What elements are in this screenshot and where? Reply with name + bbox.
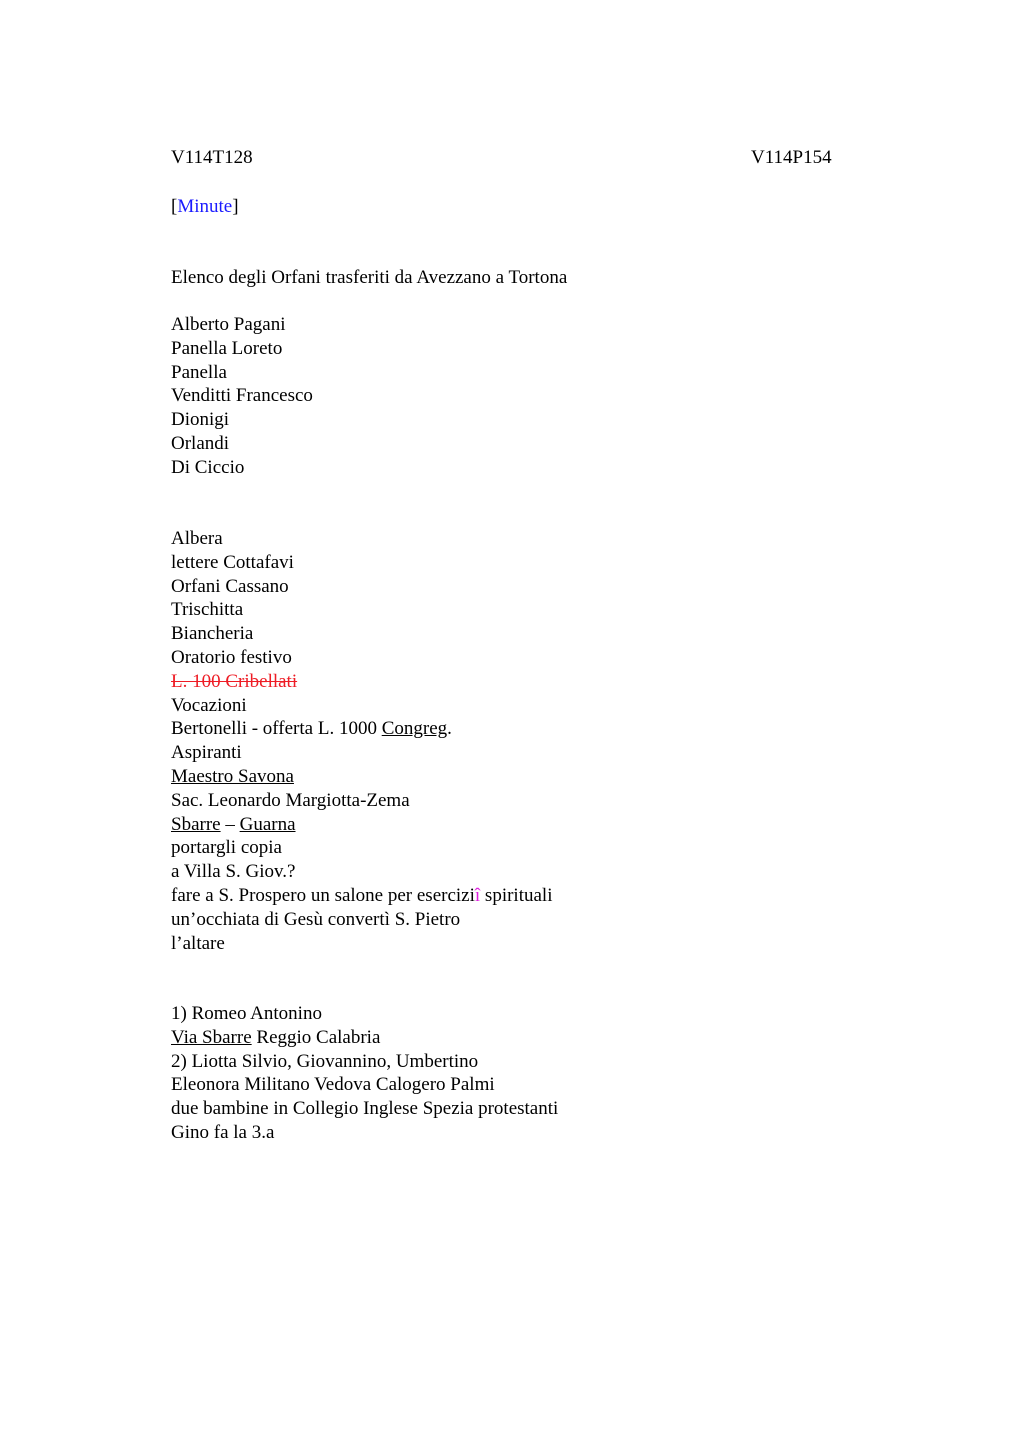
note-guarna: Guarna	[239, 813, 296, 835]
note-aspiranti: Aspiranti	[171, 742, 242, 764]
note-orfani-cassano: Orfani Cassano	[171, 575, 289, 597]
list-item: Venditti Francesco	[171, 385, 313, 407]
note-maestro-savona: Maestro Savona	[171, 765, 294, 787]
note-bertonelli	[171, 717, 552, 741]
note-trischitta: Trischitta	[171, 599, 244, 621]
list-item: Panella Loreto	[171, 337, 283, 359]
address-via-sbarre	[171, 1026, 558, 1050]
address-eleonora: Eleonora Militano Vedova Calogero Palmi	[171, 1074, 495, 1096]
list-item: Di Ciccio	[171, 456, 245, 478]
list-item: Panella	[171, 361, 227, 383]
note-altare: l’altare	[171, 932, 225, 954]
note-oratorio: Oratorio festivo	[171, 646, 292, 668]
note-bertonelli-text: Bertonelli - offerta L. 1000	[171, 718, 382, 740]
note-albera: Albera	[171, 528, 223, 549]
note-fare-text: fare a S. Prospero un salone per esercizi	[171, 884, 475, 906]
note-fare-circumflex: î	[474, 884, 481, 906]
address-liotta: 2) Liotta Silvio, Giovannino, Umbertino	[171, 1050, 479, 1072]
note-fare-text-end: spirituali	[480, 884, 553, 906]
document-title: Elenco degli Orfani trasferiti da Avezzano a Tortona	[171, 267, 568, 288]
list-item: Dionigi	[171, 409, 230, 431]
note-sbarre-guarna	[171, 813, 552, 837]
bracket-close: ]	[232, 196, 239, 217]
notes-list	[171, 527, 552, 955]
list-item: Alberto Pagani	[171, 314, 286, 335]
document-code-left: V114T128	[171, 147, 253, 168]
note-bertonelli-period: .	[447, 718, 452, 740]
address-list	[171, 1002, 558, 1145]
note-biancheria: Biancheria	[171, 623, 254, 645]
minute-link[interactable]: Minute	[177, 196, 233, 217]
minute-tag	[171, 195, 239, 219]
orphan-list	[171, 313, 313, 480]
note-vocazioni: Vocazioni	[171, 694, 247, 716]
note-lettere: lettere Cottafavi	[171, 551, 294, 573]
note-fare-salone	[171, 884, 552, 908]
document-code-right: V114P154	[751, 147, 832, 168]
note-cribellati-struck: L. 100 Cribellati	[171, 670, 298, 692]
address-bambine: due bambine in Collegio Inglese Spezia protestanti	[171, 1098, 559, 1120]
note-sbarre: Sbarre	[171, 813, 221, 835]
note-portargli: portargli copia	[171, 837, 282, 859]
address-romeo: 1) Romeo Antonino	[171, 1003, 322, 1024]
note-villa: a Villa S. Giov.?	[171, 861, 296, 883]
note-congreg-underlined: Congreg	[381, 718, 448, 740]
address-gino: Gino fa la 3.a	[171, 1121, 275, 1143]
note-occhiata: un’occhiata di Gesù convertì S. Pietro	[171, 908, 461, 930]
address-via-underlined: Via Sbarre	[171, 1026, 252, 1048]
bracket-open: [	[171, 196, 178, 217]
note-sac-margiotta: Sac. Leonardo Margiotta-Zema	[171, 789, 410, 811]
note-dash: –	[220, 813, 240, 835]
list-item: Orlandi	[171, 432, 230, 454]
address-via-rest: Reggio Calabria	[251, 1026, 381, 1048]
